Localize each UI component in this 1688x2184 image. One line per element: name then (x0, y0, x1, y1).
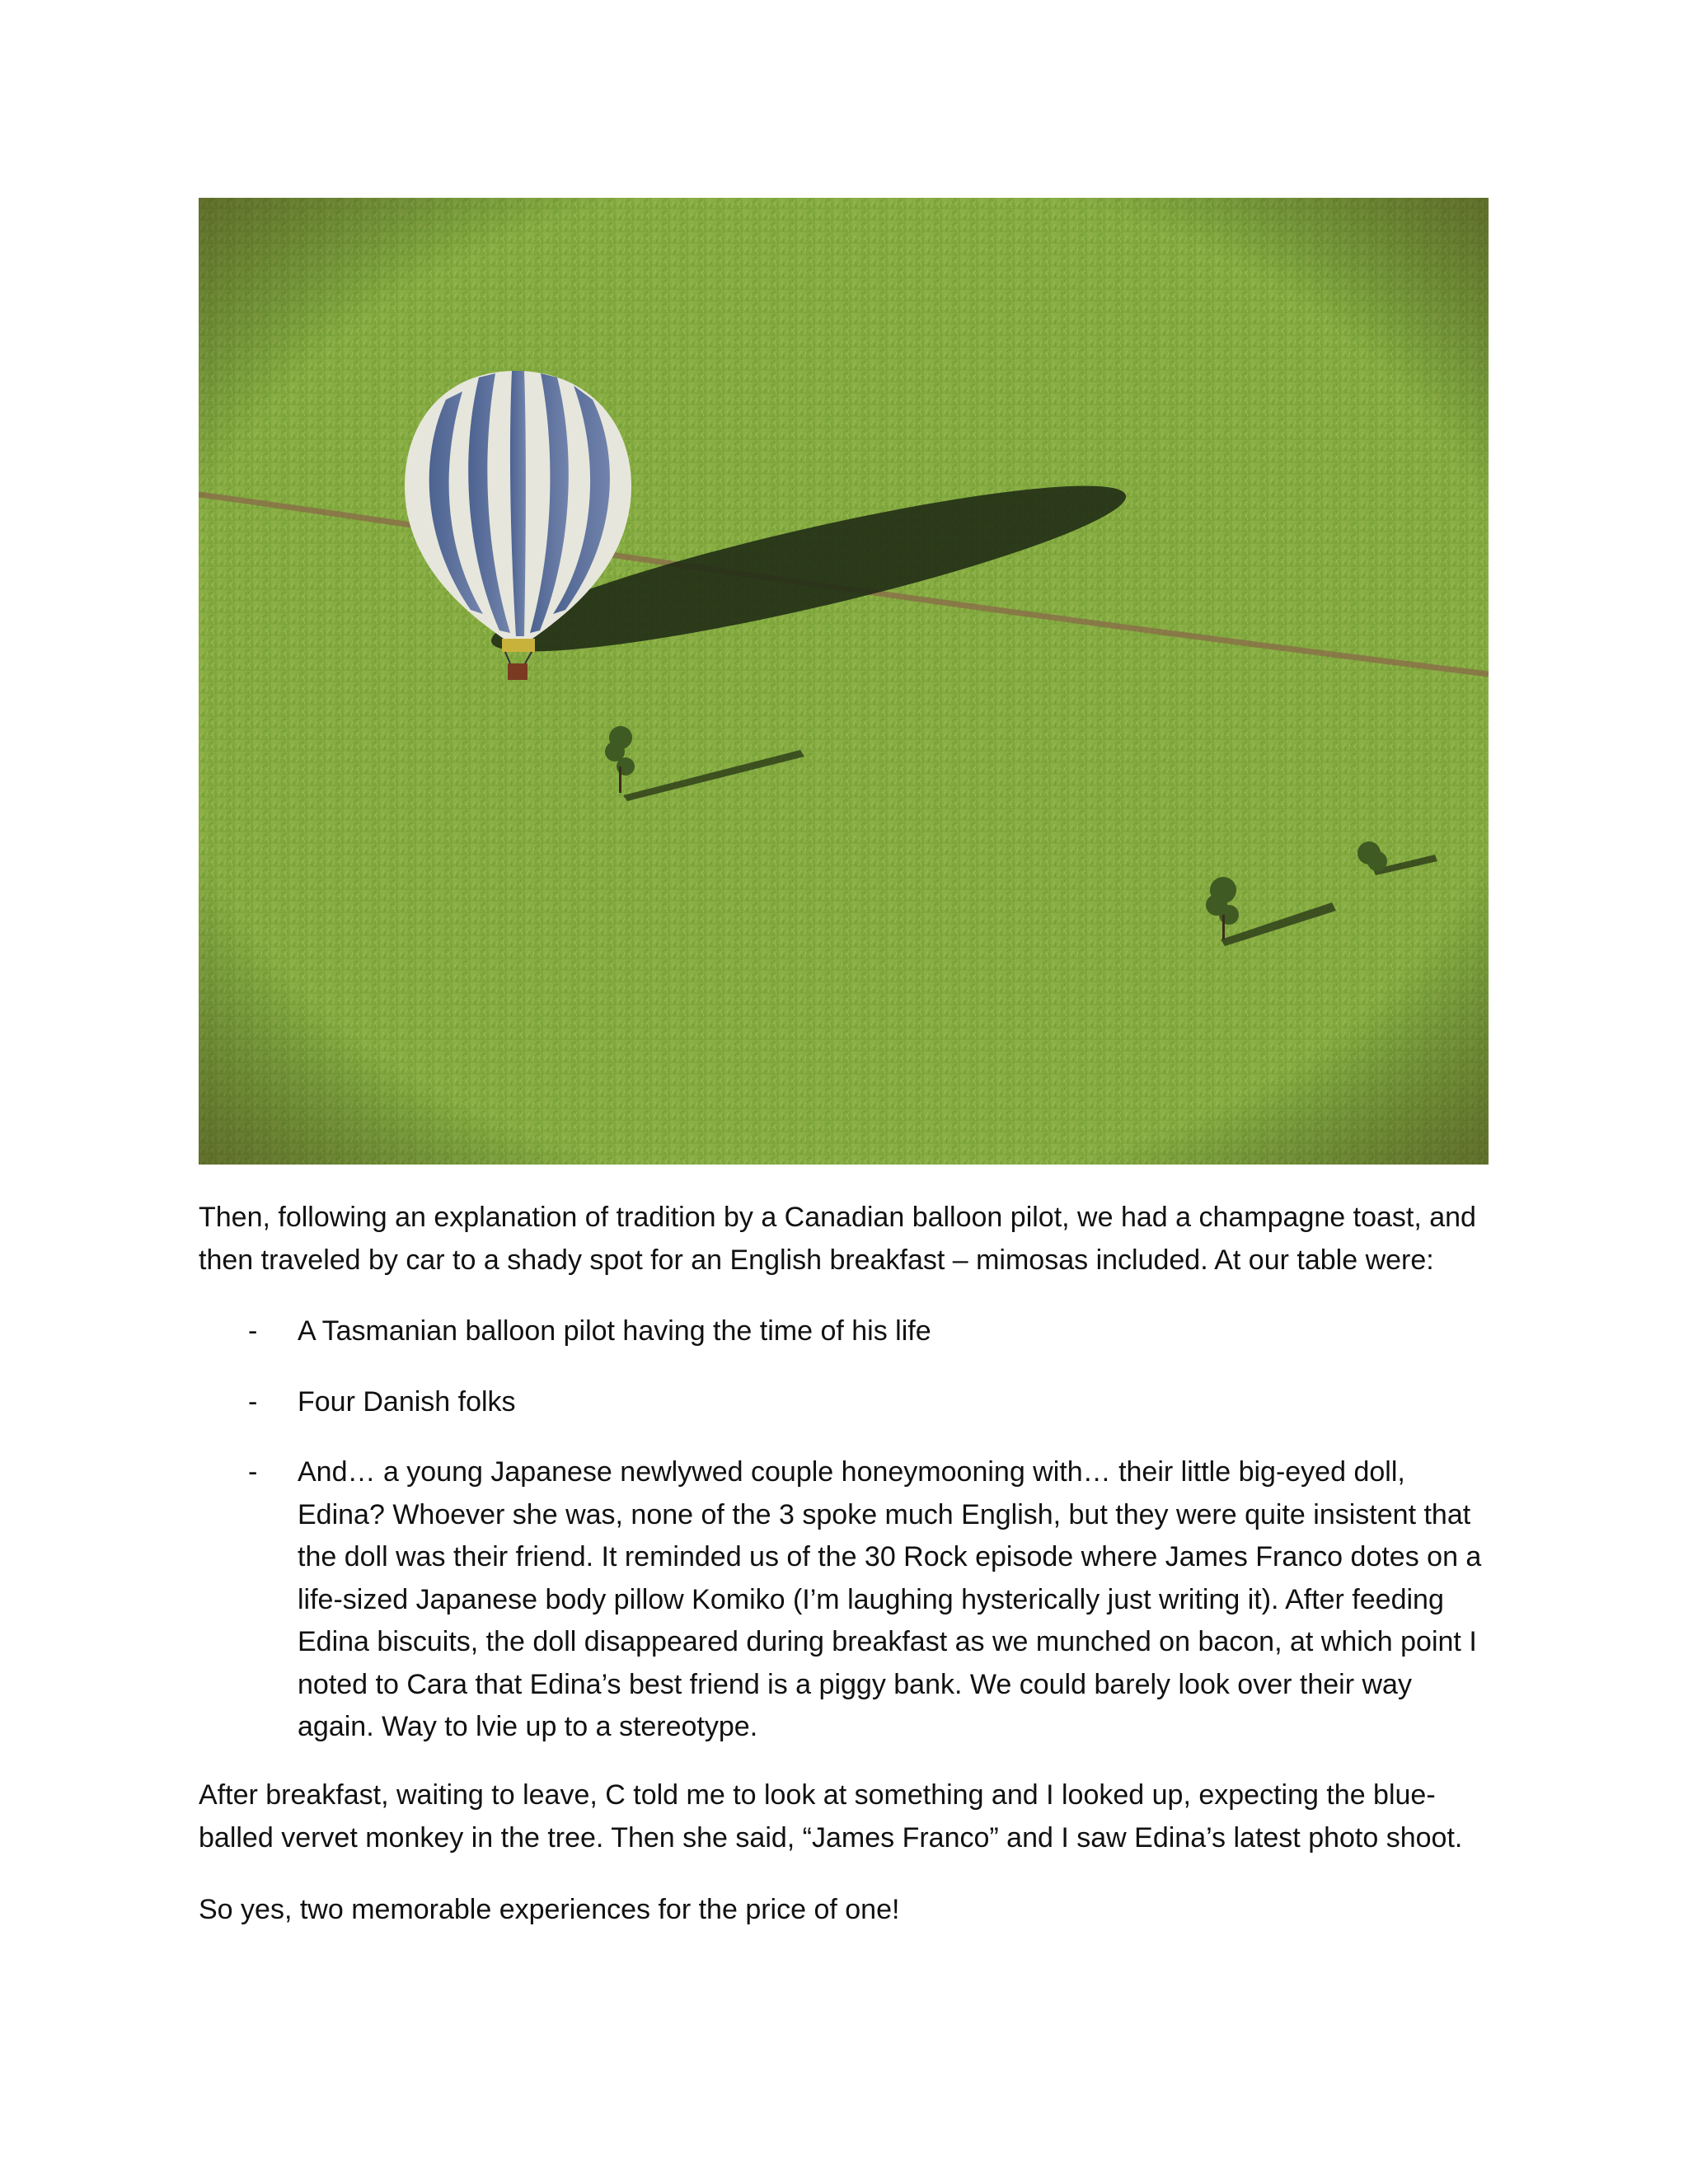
list-item-text: A Tasmanian balloon pilot having the time of his life (298, 1315, 931, 1347)
list-bullet: - (248, 1456, 258, 1488)
list-item-text: Four Danish folks (298, 1385, 516, 1418)
list-bullet: - (248, 1315, 258, 1347)
paragraph-after-breakfast: After breakfast, waiting to leave, C told me to look at something and I looked up, expecting the blue-balled vervet monkey in the tree. Then she said, “James Franco” and I saw Edina’s latest photo shoot. (199, 1779, 1463, 1854)
list-item (199, 1451, 1493, 1749)
balloon-photo (199, 198, 1489, 1165)
breakfast-table-list (199, 1310, 1493, 1777)
list-item (199, 1310, 1493, 1353)
list-bullet: - (248, 1385, 258, 1418)
list-item-text: And… a young Japanese newlywed couple honeymooning with… their little big-eyed doll, Edina? Whoever she was, none of the 3 spoke much English, but they were quite insistent that the doll was their friend. It reminded us of the 30 Rock episode where James Franco dotes on a life-sized Japanese body pillow Komiko (I’m laughing hysterically just writing it). After feeding Edina biscuits, the doll disappeared during breakfast as we munched on bacon, at which point I noted to Cara that Edina’s best friend is a piggy bank. We could barely look over their way again. Way to lvie up to a stereotype. (298, 1456, 1482, 1742)
paragraph-intro: Then, following an explanation of tradition by a Canadian balloon pilot, we had a champagne toast, and then traveled by car to a shady spot for an English breakfast – mimosas included. At our table were: (199, 1202, 1476, 1276)
paragraph-closing: So yes, two memorable experiences for the price of one! (199, 1894, 900, 1925)
balloon-photo-illustration (199, 198, 1489, 1165)
list-item (199, 1381, 1493, 1424)
